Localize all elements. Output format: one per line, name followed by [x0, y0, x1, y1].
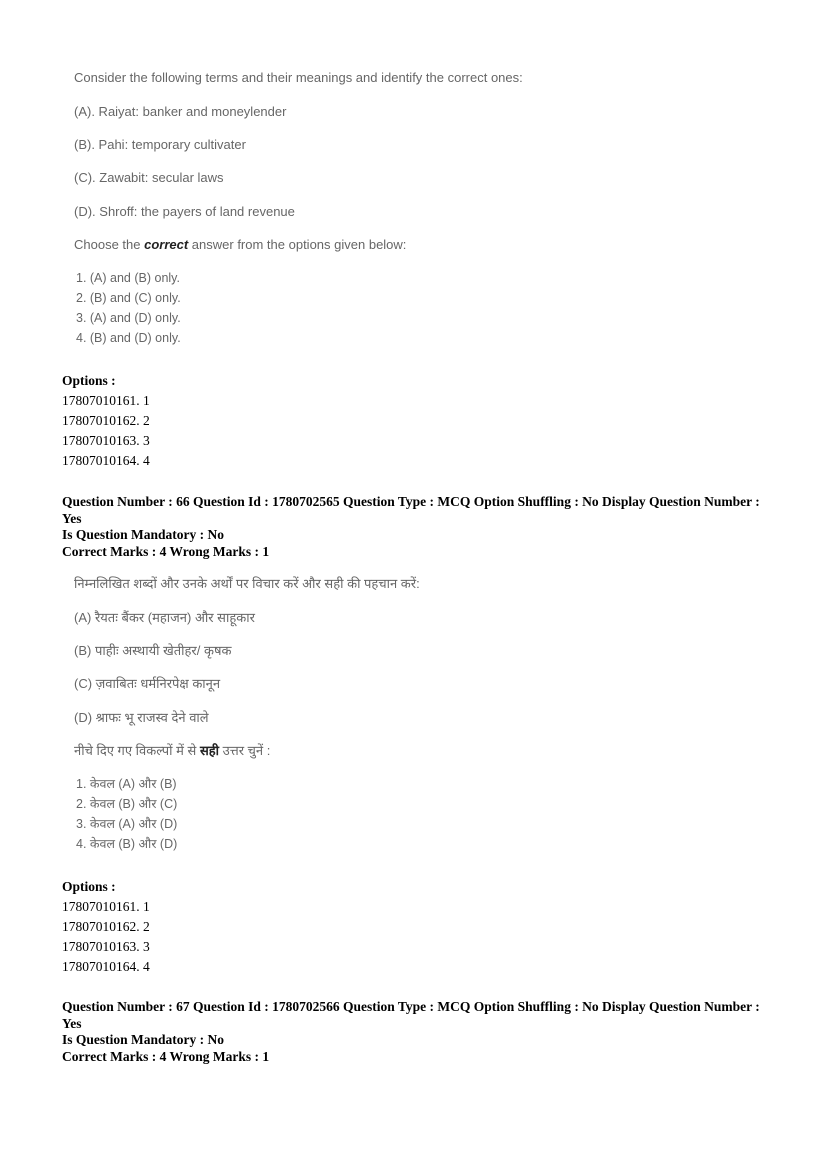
statement-b: (B). Pahi: temporary cultivater [74, 137, 246, 152]
emphasis-correct: correct [144, 237, 189, 252]
choice-3: 3. (A) and (D) only. [76, 311, 181, 325]
question-65-options [62, 371, 150, 471]
option-item: 17807010163. 3 [62, 939, 150, 954]
choice-1: 1. केवल (A) और (B) [76, 777, 177, 791]
option-item: 17807010164. 4 [62, 453, 150, 468]
choice-2: 2. केवल (B) और (C) [76, 797, 178, 811]
option-item: 17807010163. 3 [62, 433, 150, 448]
question-67-meta [62, 999, 782, 1065]
question-67-marks: Correct Marks : 4 Wrong Marks : 1 [62, 1048, 270, 1064]
choice-4: 4. केवल (B) और (D) [76, 837, 178, 851]
option-item: 17807010161. 1 [62, 899, 150, 914]
option-item: 17807010164. 4 [62, 959, 150, 974]
statement-c: (C). Zawabit: secular laws [74, 170, 224, 185]
choice-2: 2. (B) and (C) only. [76, 291, 181, 305]
options-label: Options : [62, 373, 116, 388]
question-66-marks: Correct Marks : 4 Wrong Marks : 1 [62, 543, 270, 559]
statement-a: (A) रैयतः बैंकर (महाजन) और साहूकार [74, 610, 255, 625]
question-67-mandatory: Is Question Mandatory : No [62, 1032, 225, 1047]
question-prompt: Consider the following terms and their meanings and identify the correct ones: [74, 70, 523, 85]
statement-b: (B) पाहीः अस्थायी खेतीहर/ कृषक [74, 643, 232, 658]
statement-a: (A). Raiyat: banker and moneylender [74, 104, 287, 119]
statement-d: (D) श्राफः भू राजस्व देने वाले [74, 710, 209, 725]
question-66-meta [62, 494, 782, 560]
choice-1: 1. (A) and (B) only. [76, 271, 180, 285]
emphasis-correct: सही [199, 743, 220, 758]
options-label: Options : [62, 879, 116, 894]
question-67-header: Question Number : 67 Question Id : 1780702566 Question Type : MCQ Option Shuffling : No Display Question Number : Yes [62, 999, 760, 1031]
question-66-mandatory: Is Question Mandatory : No [62, 527, 225, 542]
choice-4: 4. (B) and (D) only. [76, 331, 181, 345]
choose-instruction: नीचे दिए गए विकल्पों में से सही उत्तर चुनें : [74, 743, 271, 758]
question-65-image [62, 64, 582, 354]
option-item: 17807010162. 2 [62, 413, 150, 428]
statement-c: (C) ज़वाबितः धर्मनिरपेक्ष कानून [74, 676, 221, 691]
option-item: 17807010162. 2 [62, 919, 150, 934]
choose-instruction: Choose the correct answer from the options given below: [74, 237, 407, 252]
question-66-options [62, 877, 150, 977]
option-item: 17807010161. 1 [62, 393, 150, 408]
question-66-image [62, 568, 582, 858]
question-prompt: निम्नलिखित शब्दों और उनके अर्थों पर विचार करें और सही की पहचान करें: [74, 576, 420, 591]
choice-3: 3. केवल (A) और (D) [76, 817, 178, 831]
question-66-header: Question Number : 66 Question Id : 1780702565 Question Type : MCQ Option Shuffling : No Display Question Number : Yes [62, 494, 760, 526]
statement-d: (D). Shroff: the payers of land revenue [74, 204, 295, 219]
